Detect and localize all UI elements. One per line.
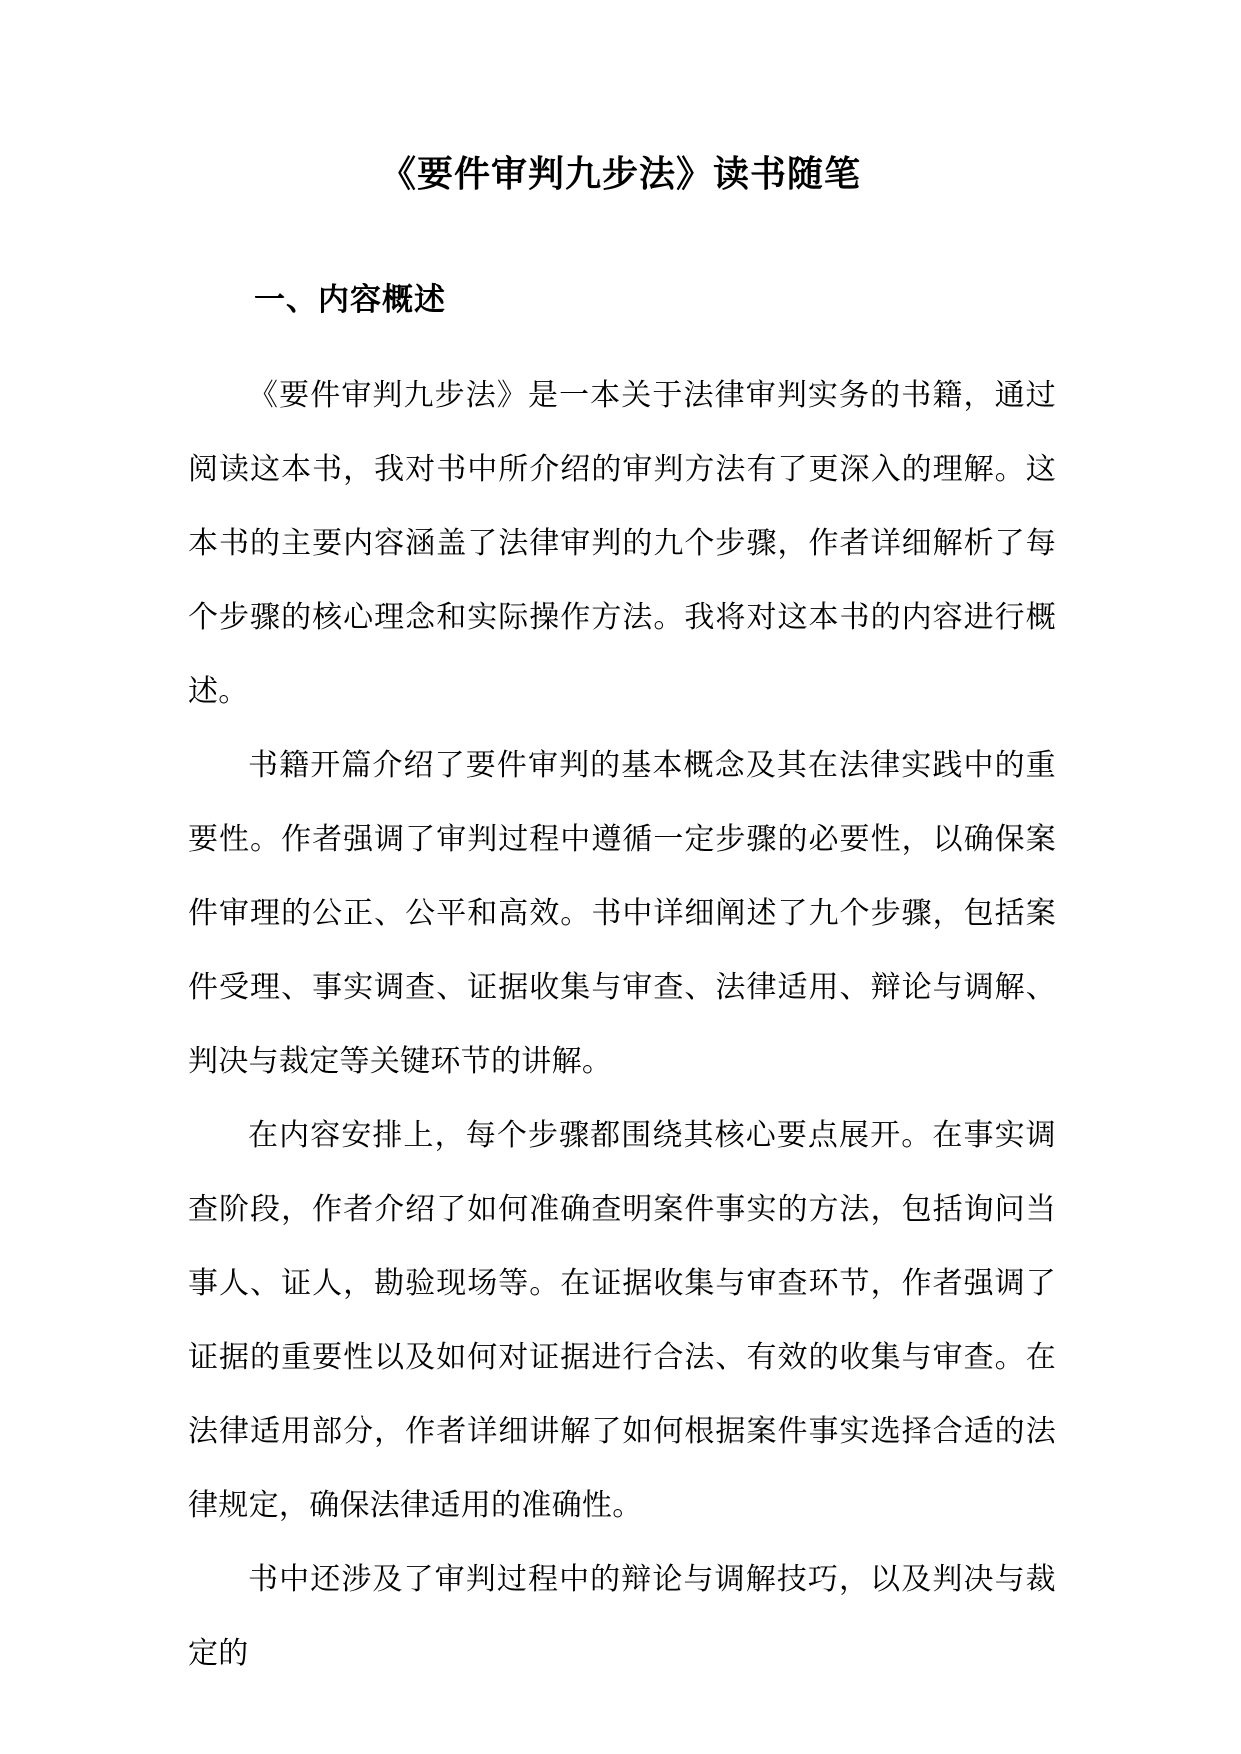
paragraph: 书中还涉及了审判过程中的辩论与调解技巧，以及判决与裁定的: [188, 1562, 1056, 1671]
document-body: [188, 359, 1056, 1691]
paragraph: 《要件审判九步法》是一本关于法律审判实务的书籍，通过阅读这本书，我对书中所介绍的审判方法有了更深入的理解。这本书的主要内容涵盖了法律审判的九个步骤，作者详细解析了每个步骤的核心理念和实际操作方法。我将对这本书的内容进行概述。: [188, 378, 1056, 709]
section-heading: 一、内容概述: [254, 282, 446, 318]
document-title: 《要件审判九步法》读书随笔: [379, 153, 861, 195]
paragraph: 书籍开篇介绍了要件审判的基本概念及其在法律实践中的重要性。作者强调了审判过程中遵循一定步骤的必要性，以确保案件审理的公正、公平和高效。书中详细阐述了九个步骤，包括案件受理、事实调查、证据收集与审查、法律适用、辩论与调解、判决与裁定等关键环节的讲解。: [188, 748, 1056, 1079]
paragraph: 在内容安排上，每个步骤都围绕其核心要点展开。在事实调查阶段，作者介绍了如何准确查明案件事实的方法，包括询问当事人、证人，勘验现场等。在证据收集与审查环节，作者强调了证据的重要性以及如何对证据进行合法、有效的收集与审查。在法律适用部分，作者详细讲解了如何根据案件事实选择合适的法律规定，确保法律适用的准确性。: [188, 1118, 1056, 1523]
